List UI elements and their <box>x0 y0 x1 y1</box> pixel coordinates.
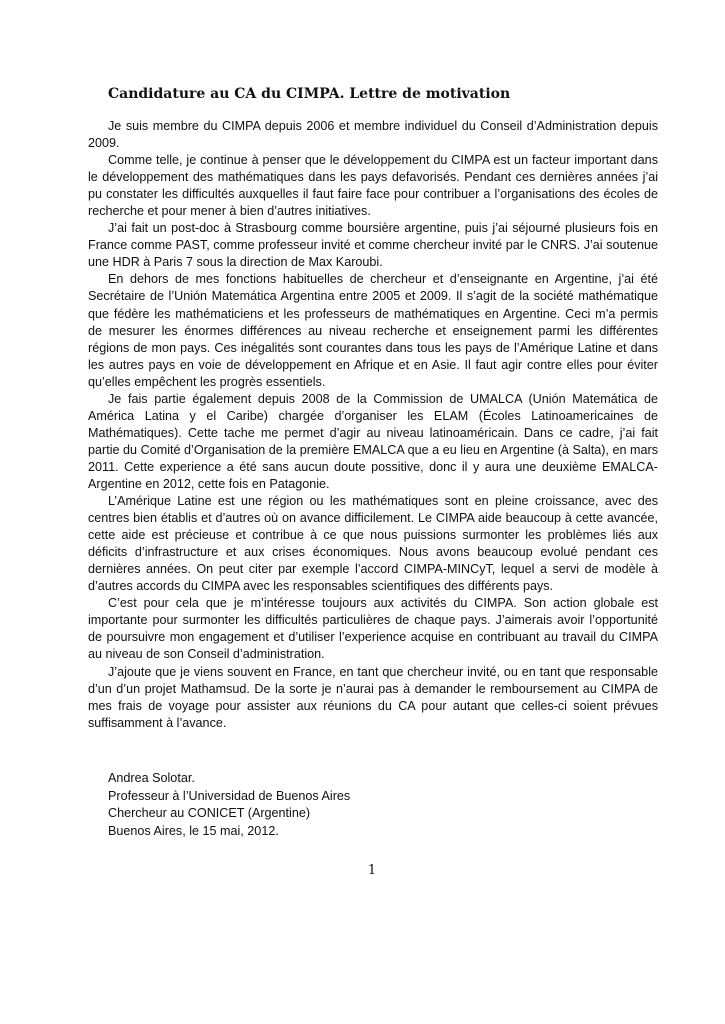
paragraph-3: J’ai fait un post-doc à Strasbourg comme boursière argentine, puis j’ai séjourné plusieurs fois en France comme PAST, comme professeur invité et comme chercheur invité par le CNRS. J’ai soutenue une HDR à Paris 7 sous la direction de Max Karoubi. <box>88 221 658 270</box>
paragraph-5: Je fais partie également depuis 2008 de la Commission de UMALCA (Unión Matemática de América Latina y el Caribe) chargée d’organiser les ELAM (Écoles Latinoamericaines de Mathématiques). Cette tache me permet d’agir au niveau latinoaméricain. Dans ce cadre, j’ai fait partie du Comité d’Organisation de la première EMALCA que a eu lieu en Argentine (à Salta), en mars 2011. Cette experience a été sans aucun doute possitive, donc il y aura une deuxième EMALCA-Argentine en 2012, cette fois en Patagonie. <box>88 391 658 491</box>
signature-affiliation: Chercheur au CONICET (Argentine) <box>108 806 311 820</box>
letter-body <box>88 118 658 732</box>
document-title: Candidature au CA du CIMPA. Lettre de motivation <box>108 86 511 102</box>
paragraph-4: En dehors de mes fonctions habituelles de chercheur et d’enseignante en Argentine, j’ai été Secrétaire de l’Unión Matemática Argentina entre 2005 et 2009. Il s’agit de la société mathématique que fédère les mathématiciens et les professeurs de mathématiques en Argentine. Ceci m’a permis de mesurer les énormes différences au niveau recherche et enseignement parmi les différentes régions de mon pays. Ces inégalités sont courantes dans tous les pays de l’Amérique Latine et dans les autres pays en voie de développement en Afrique et en Asie. Il faut agir contre elles pour éviter qu’elles empêchent les progrès essentiels. <box>88 272 658 389</box>
paragraph-1: Je suis membre du CIMPA depuis 2006 et membre individuel du Conseil d’Administration depuis 2009. <box>88 119 658 151</box>
signature-position: Professeur à l’Universidad de Buenos Aires <box>108 788 351 803</box>
paragraph-8: J’ajoute que je viens souvent en France, en tant que chercheur invité, ou en tant que responsable d’un d’un projet Mathamsud. De la sorte je n’aurai pas à demander le remboursement au CIMPA de mes frais de voyage pour assister aux réunions du CA pour autant que celles-ci soient prévues suffisamment à l’avance. <box>88 664 658 730</box>
paragraph-7: C’est pour cela que je m’intéresse toujours aux activités du CIMPA. Son action globale est importante pour surmonter les difficultés particulières de chaque pays. J’aimerais avoir l’opportunité de poursuivre mon engagement et d’utiliser l’experience acquise en contribuant au travail du CIMPA au niveau de son Conseil d’administration. <box>88 596 658 662</box>
signature-block <box>108 770 508 840</box>
paragraph-6: L’Amérique Latine est une région ou les mathématiques sont en pleine croissance, avec des centres bien établis et d’autres où on avance difficilement. Le CIMPA aide beaucoup à cette avancée, cette aide est précieuse et contribue à ce que nous puissions surmonter les problèmes liés aux déficits d’infrastructure et aux crises économiques. Nous avons beaucoup evolué pendant ces dernières années. On peut citer par exemple l’accord CIMPA-MINCyT, lequel a servi de modèle à d’autres accords du CIMPA avec les responsables scientifiques des différents pays. <box>88 494 658 594</box>
signature-name: Andrea Solotar. <box>108 771 195 785</box>
page-number: 1 <box>367 863 377 878</box>
signature-place-date: Buenos Aires, le 15 mai, 2012. <box>108 823 279 838</box>
paragraph-2: Comme telle, je continue à penser que le développement du CIMPA est un facteur important dans le développement des mathématiques dans les pays defavorisés. Pendant ces dernières années j’ai pu constater les difficultés auxquelles il faut faire face pour contribuer a l’organisations des écoles de recherche et pour mener à bien d’autres initiatives. <box>88 153 658 219</box>
